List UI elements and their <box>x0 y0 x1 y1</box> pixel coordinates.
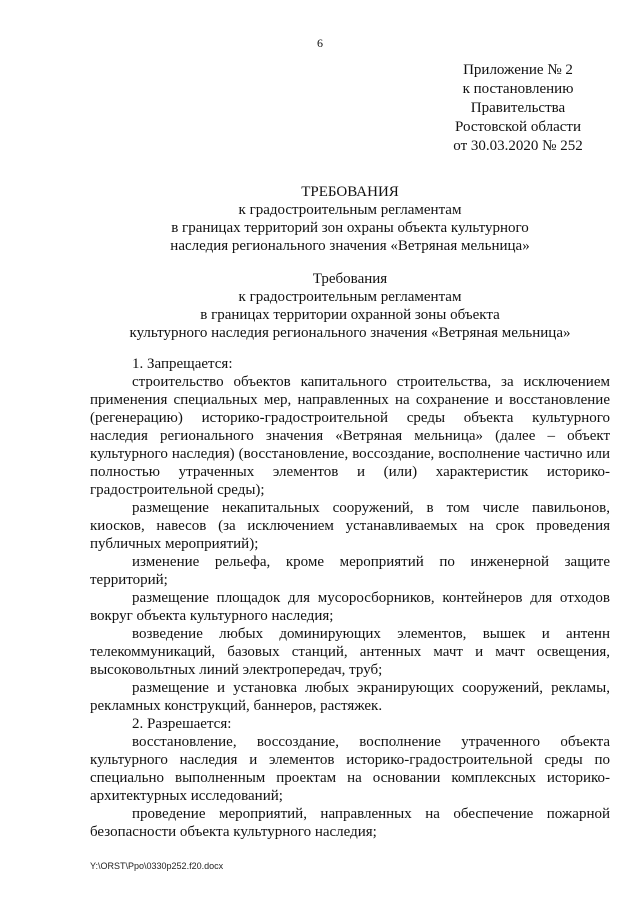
file-path-footer: Y:\ORST\Ppo\0330p252.f20.docx <box>90 861 224 871</box>
appendix-line: от 30.03.2020 № 252 <box>453 138 583 154</box>
title-line: ТРЕБОВАНИЯ <box>301 184 399 200</box>
paragraph: размещение некапитальных сооружений, в том числе павильонов, киосков, навесов (за исключением устанавливаемых на срок проведения публичных мероприятий); <box>90 500 610 552</box>
paragraph-prohibited-heading: 1. Запрещается: <box>132 356 233 372</box>
paragraph: изменение рельефа, кроме мероприятий по инженерной защите территорий; <box>90 554 610 588</box>
paragraph: восстановление, воссоздание, восполнение утраченного объекта культурного наследия и элементов историко-градостроительной среды по специально выполненным проектам на основании комплексных историко-архитектурных исследований; <box>90 734 610 804</box>
appendix-line: Ростовской области <box>455 119 581 135</box>
appendix-block <box>430 61 606 156</box>
subtitle-line: культурного наследия регионального значения «Ветряная мельница» <box>129 325 571 341</box>
paragraph: размещение и установка любых экранирующих сооружений, рекламы, рекламных конструкций, баннеров, растяжек. <box>90 680 610 714</box>
appendix-line: к постановлению <box>462 81 574 97</box>
paragraph: возведение любых доминирующих элементов, вышек и антенн телекоммуникаций, базовых станций, антенных мачт и мачт освещения, высоковольтных линий электропередач, труб; <box>90 626 610 678</box>
subtitle-line: к градостроительным регламентам <box>238 289 462 305</box>
document-title <box>90 183 610 255</box>
page-number: 6 <box>317 36 323 50</box>
document-body <box>90 355 610 841</box>
subtitle-line: в границах территории охранной зоны объекта <box>200 307 500 323</box>
appendix-line: Правительства <box>470 100 566 116</box>
title-line: наследия регионального значения «Ветряная мельница» <box>170 238 530 254</box>
title-line: к градостроительным регламентам <box>238 202 462 218</box>
paragraph-allowed-heading: 2. Разрешается: <box>132 716 232 732</box>
paragraph: строительство объектов капитального строительства, за исключением применения специальных мер, направленных на сохранение и восстановление (регенерацию) историко-градостроительной среды объекта культурного наследия регионального значения «Ветряная мельница» (далее – объект культурного наследия) (восстановление, воссоздание, восполнение частично или полностью утраченных элементов и (или) характеристик историко-градостроительной среды); <box>90 374 610 498</box>
subtitle-line: Требования <box>312 271 388 287</box>
paragraph: проведение мероприятий, направленных на обеспечение пожарной безопасности объекта культурного наследия; <box>90 806 610 840</box>
appendix-line: Приложение № 2 <box>463 62 573 78</box>
title-line: в границах территорий зон охраны объекта культурного <box>171 220 529 236</box>
section-title <box>90 270 610 342</box>
paragraph: размещение площадок для мусоросборников, контейнеров для отходов вокруг объекта культурного наследия; <box>90 590 610 624</box>
